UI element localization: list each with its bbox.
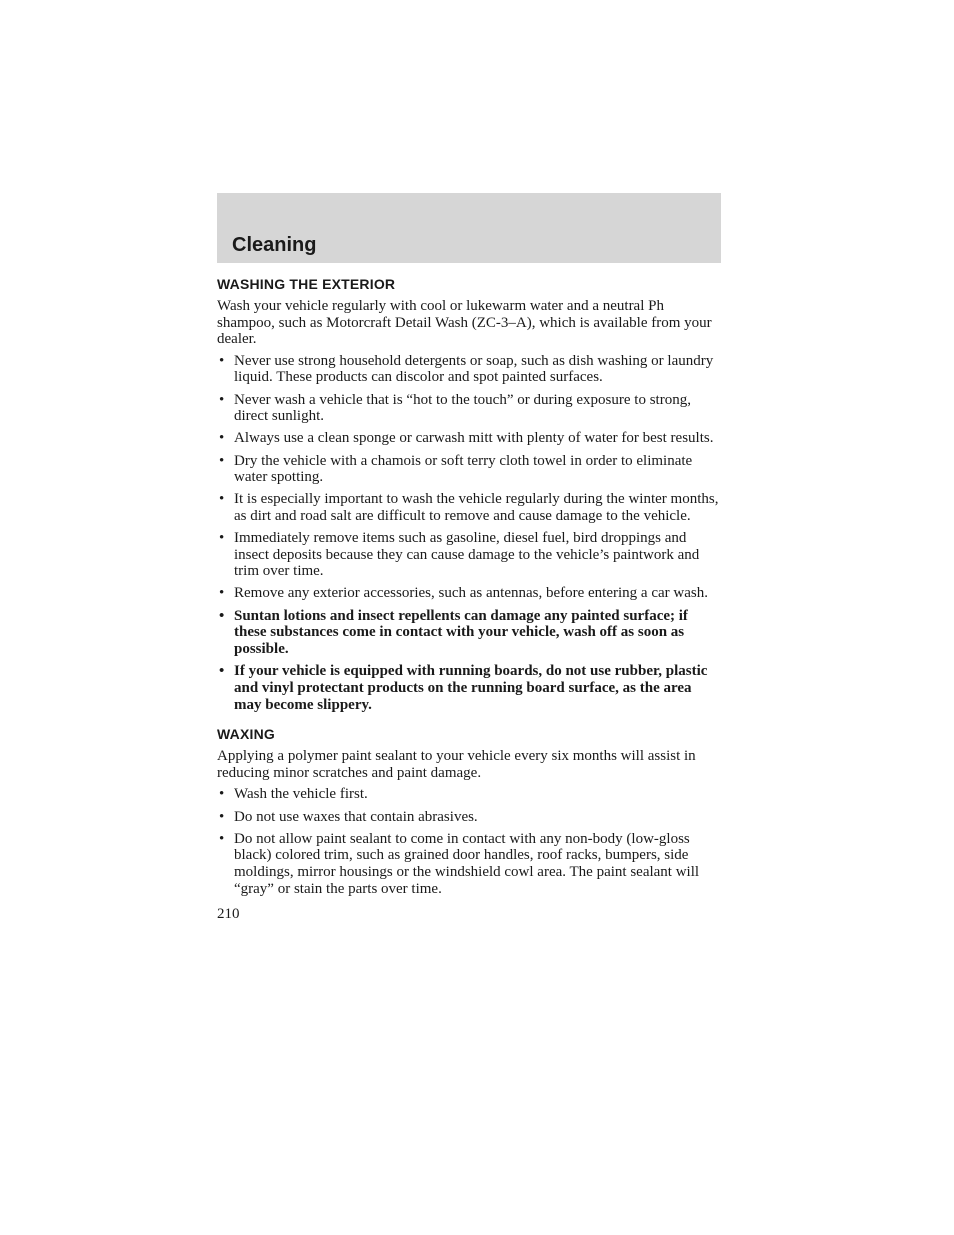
bullet-text: Remove any exterior accessories, such as antennas, before entering a car wash. xyxy=(234,585,708,602)
bullet-icon: • xyxy=(219,430,225,447)
bullet-icon: • xyxy=(219,607,225,624)
list-item xyxy=(217,585,721,602)
waxing-intro: Applying a polymer paint sealant to your vehicle every six months will assist in reducing minor scratches and paint damage. xyxy=(217,748,696,781)
bullet-text: It is especially important to wash the vehicle regularly during the winter months, as dirt and road salt are difficult to remove and cause damage to the vehicle. xyxy=(234,491,719,524)
warning-list-item xyxy=(217,608,721,658)
bullet-icon: • xyxy=(219,585,225,602)
bullet-icon: • xyxy=(219,452,225,469)
chapter-header-band xyxy=(217,193,721,263)
list-item xyxy=(217,353,721,386)
bullet-text: Never use strong household detergents or soap, such as dish washing or laundry liquid. These products can discolor and spot painted surfaces. xyxy=(234,352,714,386)
bullet-icon: • xyxy=(219,830,225,847)
waxing-section xyxy=(217,726,721,897)
warning-text: Suntan lotions and insect repellents can damage any painted surface; if these substances come in contact with your vehicle, wash off as soon as possible. xyxy=(234,607,688,657)
warning-text: If your vehicle is equipped with running boards, do not use rubber, plastic and vinyl protectant products on the running board surface, as the area may become slippery. xyxy=(234,663,708,713)
bullet-text: Do not allow paint sealant to come in contact with any non-body (low-gloss black) colored trim, such as grained door handles, roof racks, bumpers, side moldings, mirror housings or the windshield cowl area. The paint sealant will “gray” or stain the parts over time. xyxy=(234,830,700,897)
list-item xyxy=(217,786,721,803)
bullet-icon: • xyxy=(219,530,225,547)
list-item xyxy=(217,430,721,447)
washing-intro: Wash your vehicle regularly with cool or lukewarm water and a neutral Ph shampoo, such as Motorcraft Detail Wash (ZC-3–A), which is available from your dealer. xyxy=(217,298,712,348)
list-item xyxy=(217,831,721,897)
bullet-text: Immediately remove items such as gasoline, diesel fuel, bird droppings and insect deposits because they can cause damage to the vehicle’s paintwork and trim over time. xyxy=(234,530,700,580)
waxing-heading: WAXING xyxy=(217,726,275,743)
bullet-icon: • xyxy=(219,786,225,803)
bullet-icon: • xyxy=(219,391,225,408)
list-item xyxy=(217,530,721,580)
manual-page xyxy=(217,193,721,923)
bullet-text: Wash the vehicle first. xyxy=(234,786,368,803)
bullet-text: Always use a clean sponge or carwash mitt with plenty of water for best results. xyxy=(234,430,714,447)
warning-list-item xyxy=(217,663,721,713)
bullet-icon: • xyxy=(219,352,225,369)
list-item xyxy=(217,392,721,425)
washing-section xyxy=(217,276,721,713)
waxing-bullet-list xyxy=(217,786,721,897)
bullet-icon: • xyxy=(219,663,225,680)
bullet-text: Dry the vehicle with a chamois or soft terry cloth towel in order to eliminate water spotting. xyxy=(234,452,693,486)
bullet-icon: • xyxy=(219,491,225,508)
bullet-text: Never wash a vehicle that is “hot to the touch” or during exposure to strong, direct sunlight. xyxy=(234,391,691,425)
list-item xyxy=(217,491,721,524)
list-item xyxy=(217,453,721,486)
chapter-title: Cleaning xyxy=(232,234,317,256)
list-item xyxy=(217,809,721,826)
washing-heading: WASHING THE EXTERIOR xyxy=(217,276,396,292)
washing-bullet-list xyxy=(217,353,721,713)
bullet-text: Do not use waxes that contain abrasives. xyxy=(234,808,478,825)
page-number: 210 xyxy=(217,906,240,923)
bullet-icon: • xyxy=(219,808,225,825)
